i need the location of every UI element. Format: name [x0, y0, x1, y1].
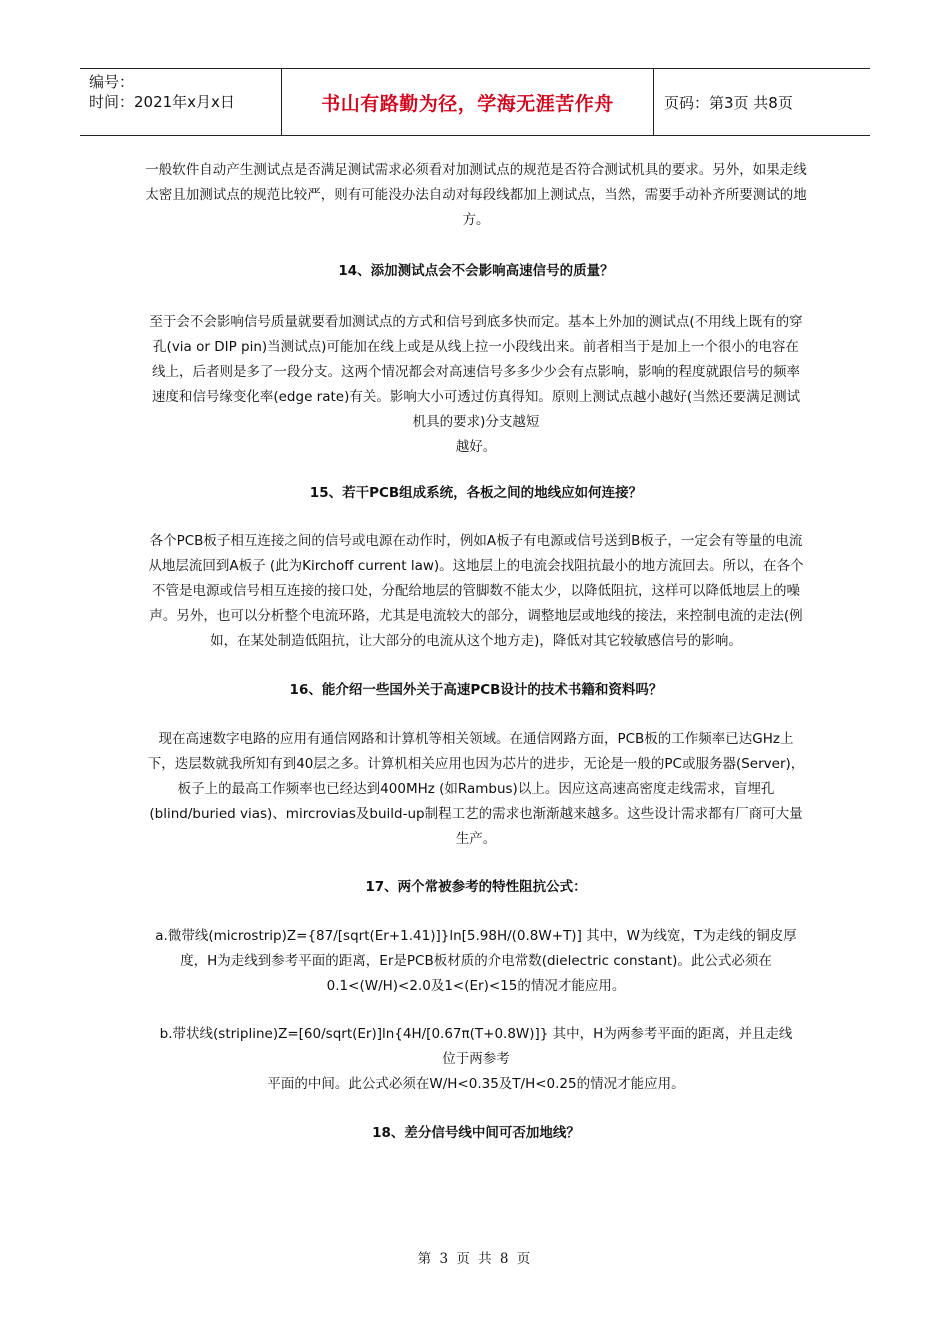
- page-header: [80, 68, 870, 136]
- paragraph-test-point-rules: 一般软件自动产生测试点是否满足测试需求必须看对加测试点的规范是否符合测试机具的要求。另外，如果走线太密且加测试点的规范比较严，则有可能没办法自动对每段线都加上测试点，当然，需要手动补齐所要测试的地方。: [145, 162, 807, 228]
- header-page-number: 页码：第3页 共8页: [664, 93, 793, 112]
- stripline-formula-tail: 平面的中间。此公式必须在W/H<0.35及T/H<0.25的情况才能应用。: [267, 1076, 685, 1092]
- question-17-heading: 17、两个常被参考的特性阻抗公式：: [365, 879, 587, 895]
- document-body: [145, 158, 807, 1146]
- header-left-cell: [80, 69, 281, 135]
- header-page-cell: [654, 69, 870, 135]
- stripline-formula-paragraph: b.带状线(stripline)Z=[60/sqrt(Er)]ln{4H/[0.67π(T+0.8W)]} 其中，H为两参考平面的距离，并且走线位于两参考: [159, 1026, 793, 1067]
- answer-15-paragraph: 各个PCB板子相互连接之间的信号或电源在动作时，例如A板子有电源或信号送到B板子，一定会有等量的电流从地层流回到A板子 (此为Kirchoff current law)。这地层上的电流会找阻抗最小的地方流回去。所以，在各个不管是电源或信号相互连接的接口处，分配给地层的管脚数不能太少，以降低阻抗，这样可以降低地层上的噪声。另外，也可以分析整个电流环路，尤其是电流较大的部分，调整地层或地线的接法，来控制电流的走法(例如，在某处制造低阻抗，让大部分的电流从这个地方走)，降低对其它较敏感信号的影响。: [148, 533, 804, 649]
- answer-16-paragraph: 现在高速数字电路的应用有通信网路和计算机等相关领域。在通信网路方面，PCB板的工作频率已达GHz上下，迭层数就我所知有到40层之多。计算机相关应用也因为芯片的进步，无论是一般的PC或服务器(Server)，板子上的最高工作频率也已经达到400MHz (如Rambus)以上。因应这高速高密度走线需求，盲埋孔(blind/buried vias)、mircrovias及build-up制程工艺的需求也渐渐越来越多。这些设计需求都有厂商可大量生产。: [147, 731, 805, 847]
- header-motto: 书山有路勤为径，学海无涯苦作舟: [321, 92, 614, 115]
- question-15-heading: 15、若干PCB组成系统，各板之间的地线应如何连接？: [309, 485, 643, 501]
- question-18-heading: 18、差分信号线中间可否加地线？: [372, 1125, 580, 1141]
- answer-14-tail: 越好。: [455, 439, 497, 455]
- header-motto-cell: [281, 69, 654, 135]
- question-16-heading: 16、能介绍一些国外关于高速PCB设计的技术书籍和资料吗？: [289, 682, 663, 698]
- document-number-label: 编号：: [89, 73, 135, 91]
- answer-14-paragraph: 至于会不会影响信号质量就要看加测试点的方式和信号到底多快而定。基本上外加的测试点(不用线上既有的穿孔(via or DIP pin)当测试点)可能加在线上或是从线上拉一小段线出来。前者相当于是加上一个很小的电容在线上，后者则是多了一段分支。这两个情况都会对高速信号多多少少会有点影响，影响的程度就跟信号的频率速度和信号缘变化率(edge rate)有关。影响大小可透过仿真得知。原则上测试点越小越好(当然还要满足测试机具的要求)分支越短: [149, 314, 803, 430]
- page-footer: 第 3 页 共 8 页: [417, 1251, 533, 1267]
- document-date: 时间：2021年x月x日: [89, 93, 235, 111]
- microstrip-formula-paragraph: a.微带线(microstrip)Z={87/[sqrt(Er+1.41)]}ln[5.98H/(0.8W+T)] 其中，W为线宽，T为走线的铜皮厚度，H为走线到参考平面的距离，Er是PCB板材质的介电常数(dielectric constant)。此公式必须在0.1<(W/H)<2.0及1<(Er)<15的情况才能应用。: [155, 928, 797, 994]
- question-14-heading: 14、添加测试点会不会影响高速信号的质量？: [338, 263, 614, 279]
